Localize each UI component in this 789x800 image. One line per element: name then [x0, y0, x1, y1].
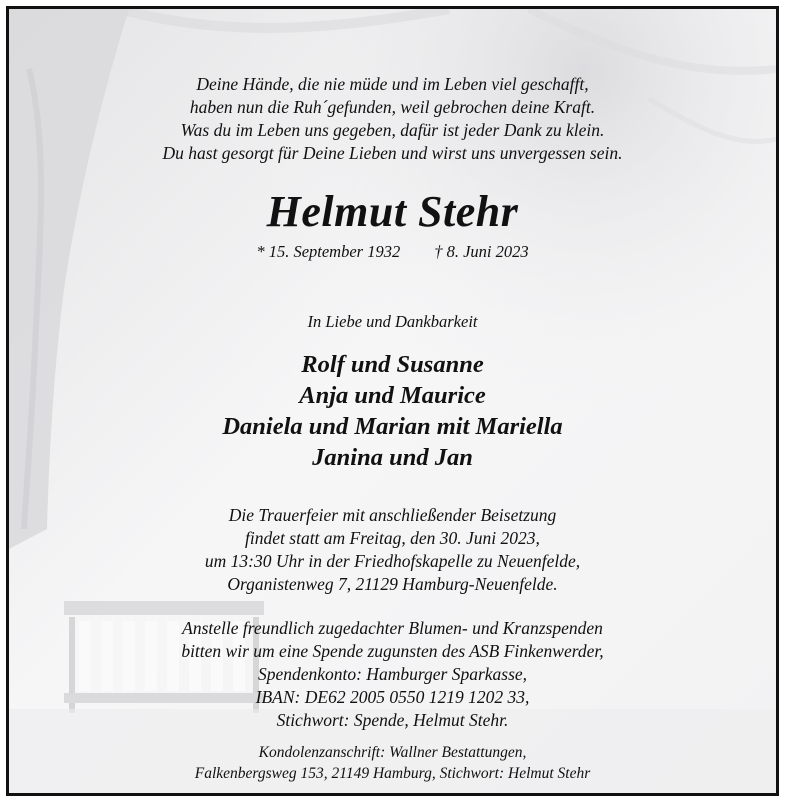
funeral-line: Die Trauerfeier mit anschließender Beisetzung — [228, 505, 557, 525]
condolence-address — [9, 742, 776, 784]
dedication: In Liebe und Dankbarkeit — [307, 312, 478, 331]
donation-line: Stichwort: Spende, Helmut Stehr. — [276, 710, 509, 730]
mourner-line: Janina und Jan — [312, 444, 473, 471]
obituary-content — [9, 9, 776, 793]
funeral-line: findet statt am Freitag, den 30. Juni 2023, — [245, 528, 540, 548]
funeral-line: um 13:30 Uhr in der Friedhofskapelle zu Neuenfelde, — [204, 551, 581, 571]
donation-line: bitten wir um eine Spende zugunsten des ASB Finkenwerder, — [181, 641, 604, 661]
funeral-line: Organistenweg 7, 21129 Hamburg-Neuenfelde. — [227, 574, 558, 594]
donation-line: Spendenkonto: Hamburger Sparkasse, — [257, 664, 528, 684]
memorial-poem — [9, 73, 776, 165]
obituary-frame — [6, 6, 779, 796]
death-date: † 8. Juni 2023 — [434, 242, 529, 261]
donation-line: Anstelle freundlich zugedachter Blumen- und Kranzspenden — [182, 618, 603, 638]
life-dates — [9, 241, 776, 263]
funeral-details — [9, 504, 776, 596]
condolence-line: Kondolenzanschrift: Wallner Bestattungen, — [258, 744, 527, 761]
poem-line: Du hast gesorgt für Deine Lieben und wirst uns unvergessen sein. — [162, 143, 623, 163]
mourners-list — [9, 349, 776, 473]
poem-line: haben nun die Ruh´gefunden, weil gebrochen deine Kraft. — [189, 97, 596, 117]
donation-line: IBAN: DE62 2005 0550 1219 1202 33, — [255, 687, 530, 707]
birth-date: * 15. September 1932 — [256, 242, 401, 261]
mourner-line: Daniela und Marian mit Mariella — [222, 413, 563, 440]
deceased-name: Helmut Stehr — [266, 187, 519, 236]
mourner-line: Anja und Maurice — [299, 382, 486, 409]
poem-line: Deine Hände, die nie müde und im Leben viel geschafft, — [196, 74, 589, 94]
donation-request — [9, 617, 776, 732]
mourner-line: Rolf und Susanne — [301, 351, 484, 378]
condolence-line: Falkenbergsweg 153, 21149 Hamburg, Stichwort: Helmut Stehr — [194, 765, 591, 782]
poem-line: Was du im Leben uns gegeben, dafür ist jeder Dank zu klein. — [180, 120, 605, 140]
